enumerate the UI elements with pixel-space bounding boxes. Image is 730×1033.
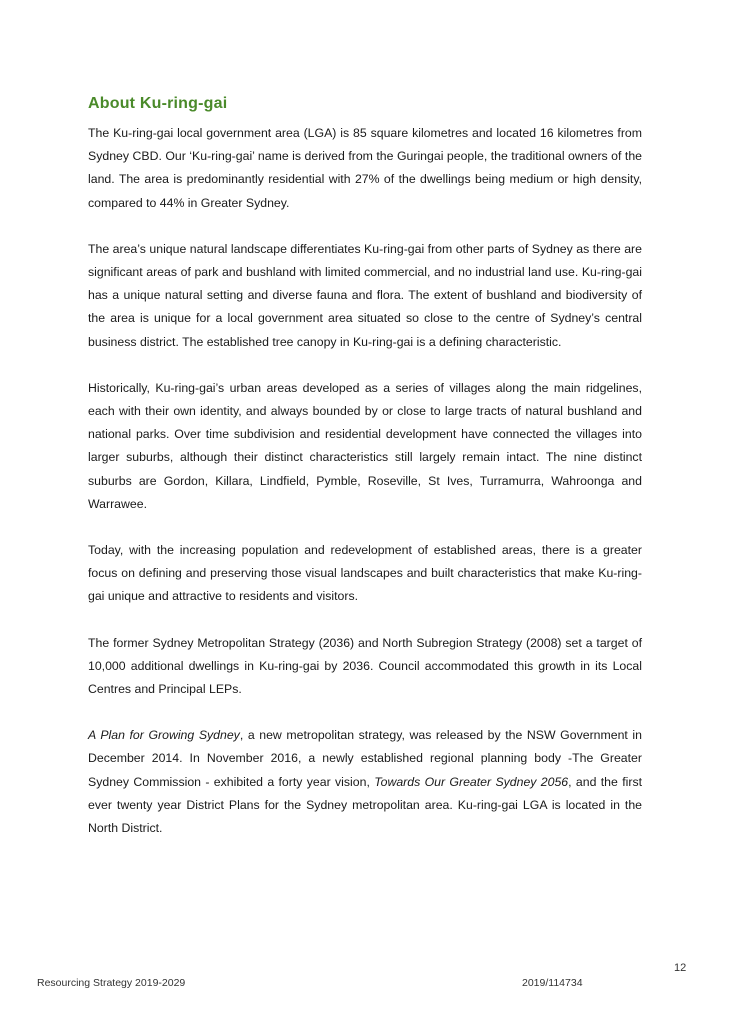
paragraph-lga-overview: The Ku-ring-gai local government area (LGA) is 85 square kilometres and located 16 kilometres from Sydney CBD. Our ‘Ku-ring-gai’ name is derived from the Guringai people, the traditional owners of the land. The area is predominantly residential with 27% of the dwellings being medium or high density, compared to 44% in Greater Sydney. bbox=[88, 126, 642, 210]
paragraph-natural-landscape: The area’s unique natural landscape differentiates Ku-ring-gai from other parts of Sydney as there are significant areas of park and bushland with limited commercial, and no industrial land use. Ku-ring-gai has a unique natural setting and diverse fauna and flora. The extent of bushland and biodiversity of the area is unique for a local government area situated so close to the centre of Sydney’s central business district. The established tree canopy in Ku-ring-gai is a defining characteristic. bbox=[88, 241, 642, 349]
paragraph-strategy: The former Sydney Metropolitan Strategy (2036) and North Subregion Strategy (2008) set a target of 10,000 additional dwellings in Ku-ring-gai by 2036. Council accommodated this growth in its Local Centres and Principal LEPs. bbox=[88, 635, 642, 697]
plan-text-part-2: , and the first ever twenty year District Plans for the Sydney metropolitan area. Ku-ring-gai LGA is located in the North District. bbox=[88, 774, 643, 836]
paragraph-plan-for-growing-sydney bbox=[88, 724, 642, 840]
page-number: 12 bbox=[674, 962, 687, 974]
vision-title-italic: Towards Our Greater Sydney 2056 bbox=[374, 774, 569, 789]
plan-title-italic: A Plan for Growing Sydney bbox=[88, 728, 240, 743]
section-heading: About Ku-ring-gai bbox=[88, 95, 228, 112]
document-body bbox=[88, 92, 642, 863]
plan-text-part-1: , a new metropolitan strategy, was released by the NSW Government in December 2014. In November 2016, a newly established regional planning body -The Greater Sydney Commission - exhibited a forty year vision, bbox=[88, 728, 642, 789]
paragraph-history: Historically, Ku-ring-gai’s urban areas developed as a series of villages along the main ridgelines, each with their own identity, and always bounded by or close to large tracts of natural bushland and national parks. Over time subdivision and residential development have connected the villages into larger suburbs, although their distinct characteristics still largely remain intact. The nine distinct suburbs are Gordon, Killara, Lindfield, Pymble, Roseville, St Ives, Turramurra, Wahroonga and Warrawee. bbox=[88, 380, 642, 511]
footer-document-title: Resourcing Strategy 2019-2029 bbox=[37, 977, 186, 989]
footer-reference-number: 2019/114734 bbox=[522, 977, 583, 989]
paragraph-today: Today, with the increasing population and redevelopment of established areas, there is a greater focus on defining and preserving those visual landscapes and built characteristics that make Ku-ring-gai unique and attractive to residents and visitors. bbox=[88, 543, 642, 604]
